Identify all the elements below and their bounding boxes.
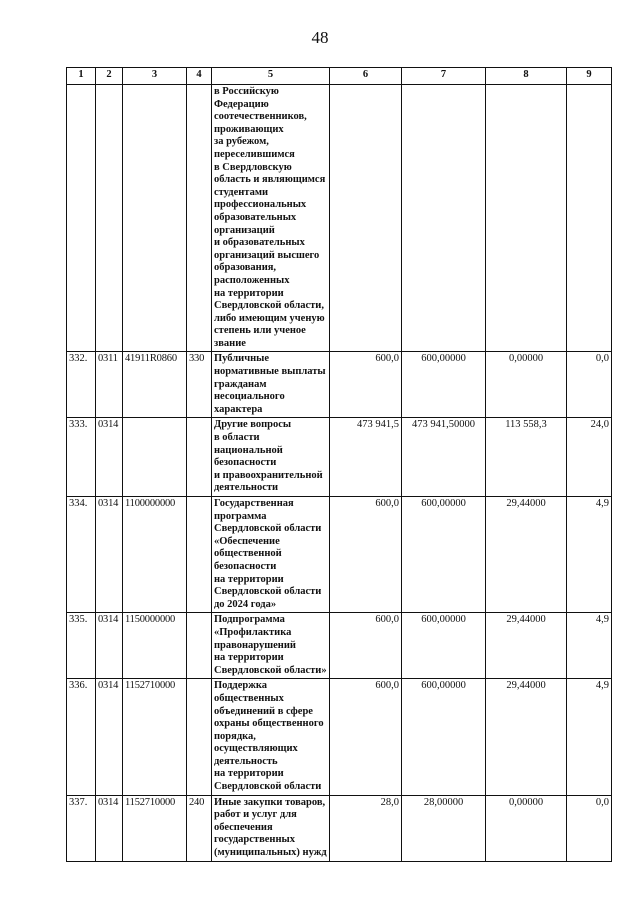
column-header: 4 (187, 68, 212, 85)
value-col6 (330, 85, 402, 352)
expense-type-code (187, 418, 212, 497)
value-col9: 4,9 (567, 613, 612, 679)
row-number: 337. (67, 795, 96, 861)
expense-type-code (187, 85, 212, 352)
column-header: 5 (212, 68, 330, 85)
table-row (67, 85, 612, 352)
value-col6: 473 941,5 (330, 418, 402, 497)
target-article-code: 1150000000 (123, 613, 187, 679)
section-code: 0314 (96, 497, 123, 613)
value-col7: 600,00000 (402, 497, 486, 613)
value-col8: 29,44000 (486, 497, 567, 613)
value-col7: 600,00000 (402, 679, 486, 795)
item-name: Другие вопросы в области национальной безопасности и правоохранительной деятельности (212, 418, 330, 497)
value-col6: 600,0 (330, 679, 402, 795)
section-code: 0314 (96, 795, 123, 861)
value-col6: 600,0 (330, 352, 402, 418)
item-name: Публичные нормативные выплаты гражданам несоциального характера (212, 352, 330, 418)
value-col9: 4,9 (567, 497, 612, 613)
target-article-code: 1152710000 (123, 679, 187, 795)
column-header: 6 (330, 68, 402, 85)
value-col9: 24,0 (567, 418, 612, 497)
value-col8 (486, 85, 567, 352)
value-col9 (567, 85, 612, 352)
table-row (67, 679, 612, 795)
budget-table (66, 67, 612, 862)
target-article-code (123, 85, 187, 352)
target-article-code: 1100000000 (123, 497, 187, 613)
row-number: 334. (67, 497, 96, 613)
section-code: 0314 (96, 679, 123, 795)
value-col9: 0,0 (567, 352, 612, 418)
section-code: 0311 (96, 352, 123, 418)
column-header: 3 (123, 68, 187, 85)
item-name: Поддержка общественных объединений в сфере охраны общественного порядка, осуществляющих деятельность на территории Свердловской области (212, 679, 330, 795)
page-number: 48 (311, 28, 329, 47)
value-col6: 600,0 (330, 613, 402, 679)
value-col8: 29,44000 (486, 613, 567, 679)
row-number: 333. (67, 418, 96, 497)
value-col6: 600,0 (330, 497, 402, 613)
target-article-code: 1152710000 (123, 795, 187, 861)
value-col9: 0,0 (567, 795, 612, 861)
section-code: 0314 (96, 418, 123, 497)
target-article-code (123, 418, 187, 497)
item-name: в Российскую Федерацию соотечественников, проживающих за рубежом, переселившимся в Свердловскую область и являющимся студентами профессиональных образовательных организаций и образовательных организаций высшего образования, расположенных на территории Свердловской области, либо имеющим ученую степень или ученое звание (212, 85, 330, 352)
value-col8: 0,00000 (486, 795, 567, 861)
expense-type-code: 240 (187, 795, 212, 861)
row-number (67, 85, 96, 352)
expense-type-code (187, 497, 212, 613)
value-col6: 28,0 (330, 795, 402, 861)
section-code: 0314 (96, 613, 123, 679)
row-number: 336. (67, 679, 96, 795)
table-header-row (67, 68, 612, 85)
table-row (67, 497, 612, 613)
value-col8: 113 558,3 (486, 418, 567, 497)
column-header: 7 (402, 68, 486, 85)
item-name: Государственная программа Свердловской области «Обеспечение общественной безопасности на территории Свердловской области до 2024 года» (212, 497, 330, 613)
table-row (67, 352, 612, 418)
column-header: 8 (486, 68, 567, 85)
column-header: 2 (96, 68, 123, 85)
value-col8: 29,44000 (486, 679, 567, 795)
value-col7: 600,00000 (402, 352, 486, 418)
table-row (67, 795, 612, 861)
item-name: Подпрограмма «Профилактика правонарушений на территории Свердловской области» (212, 613, 330, 679)
row-number: 335. (67, 613, 96, 679)
section-code (96, 85, 123, 352)
column-header: 9 (567, 68, 612, 85)
value-col8: 0,00000 (486, 352, 567, 418)
expense-type-code (187, 613, 212, 679)
value-col7: 28,00000 (402, 795, 486, 861)
target-article-code: 41911R0860 (123, 352, 187, 418)
row-number: 332. (67, 352, 96, 418)
table-row (67, 613, 612, 679)
value-col7: 473 941,50000 (402, 418, 486, 497)
column-header: 1 (67, 68, 96, 85)
value-col7: 600,00000 (402, 613, 486, 679)
value-col7 (402, 85, 486, 352)
item-name: Иные закупки товаров, работ и услуг для обеспечения государственных (муниципальных) нужд (212, 795, 330, 861)
expense-type-code: 330 (187, 352, 212, 418)
expense-type-code (187, 679, 212, 795)
table-row (67, 418, 612, 497)
value-col9: 4,9 (567, 679, 612, 795)
